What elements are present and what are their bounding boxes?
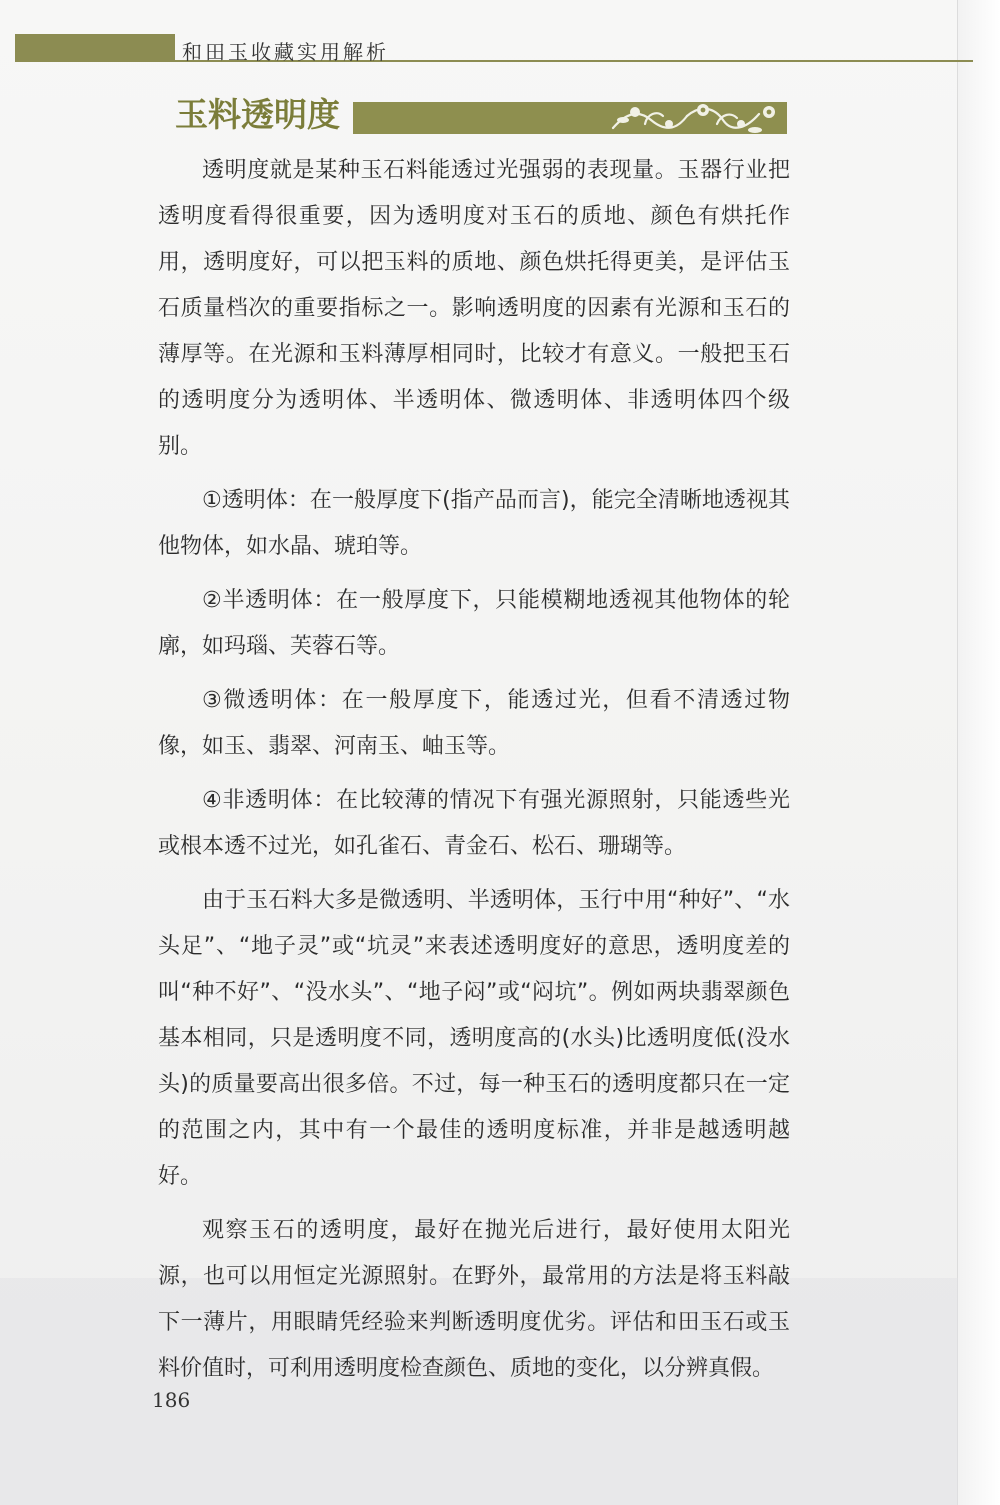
page-number: 186 <box>152 1388 191 1412</box>
list-item-opaque: ④非透明体：在比较薄的情况下有强光源照射，只能透些光或根本透不过光，如孔雀石、青金石、松石、珊瑚等。 <box>158 788 790 859</box>
body-text <box>158 148 790 1392</box>
header-rule <box>15 60 973 62</box>
list-item-slightly-transparent: ③微透明体：在一般厚度下，能透过光，但看不清透过物像，如玉、翡翠、河南玉、岫玉等。 <box>158 688 790 759</box>
paragraph-intro: 透明度就是某种玉石料能透过光强弱的表现量。玉器行业把透明度看得很重要，因为透明度对玉石的质地、颜色有烘托作用，透明度好，可以把玉料的质地、颜色烘托得更美，是评估玉石质量档次的重要指标之一。影响透明度的因素有光源和玉石的薄厚等。在光源和玉料薄厚相同时，比较才有意义。一般把玉石的透明度分为透明体、半透明体、微透明体、非透明体四个级别。 <box>158 158 790 459</box>
list-item-transparent: ①透明体：在一般厚度下(指产品而言)，能完全清晰地透视其他物体，如水晶、琥珀等。 <box>158 488 790 559</box>
paragraph-observation: 观察玉石的透明度，最好在抛光后进行，最好使用太阳光源，也可以用恒定光源照射。在野外，最常用的方法是将玉料敲下一薄片，用眼睛凭经验来判断透明度优劣。评估和田玉石或玉料价值时，可利用透明度检查颜色、质地的变化，以分辨真假。 <box>158 1218 790 1381</box>
section-heading <box>175 94 787 140</box>
running-header-book-title: 和田玉收藏实用解析 <box>182 40 389 64</box>
page-edge <box>957 0 1000 1505</box>
section-title: 玉料透明度 <box>175 95 340 134</box>
header-bar <box>15 34 175 62</box>
paragraph-trade-terms: 由于玉石料大多是微透明、半透明体，玉行中用“种好”、“水头足”、“地子灵”或“坑灵”来表述透明度好的意思，透明度差的叫“种不好”、“没水头”、“地子闷”或“闷坑”。例如两块翡翠颜色基本相同，只是透明度不同，透明度高的(水头)比透明度低(没水头)的质量要高出很多倍。不过，每一种玉石的透明度都只在一定的范围之内，其中有一个最佳的透明度标准，并非是越透明越好。 <box>158 888 790 1189</box>
list-item-semi-transparent: ②半透明体：在一般厚度下，只能模糊地透视其他物体的轮廓，如玛瑙、芙蓉石等。 <box>158 588 790 659</box>
floral-ornament-icon <box>605 94 787 140</box>
